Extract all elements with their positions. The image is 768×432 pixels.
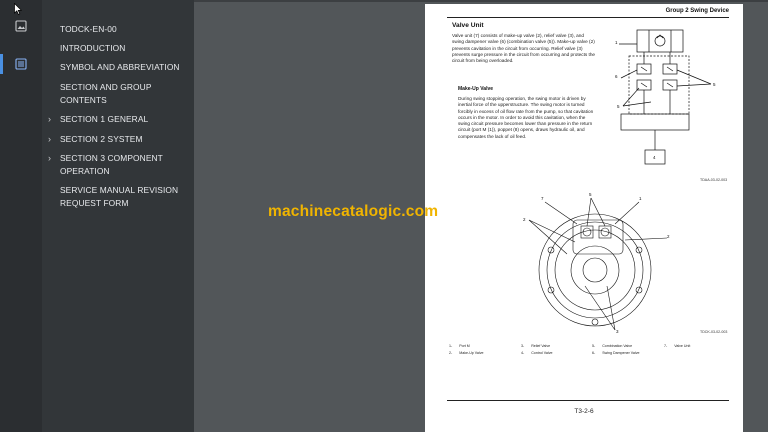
legend-item: 7- Valve Unit — [664, 344, 691, 348]
intro-paragraph: Valve unit (7) consists of make-up valve (2), relief valve (3), and swing dampener valve (6) (combination valve (5)). Make-up valve (2) prevents cavitation in the circuit from occurring. Relief valve (3) prevents surge pressure in the circuit from occurring and protects the circuit from being overloaded. — [452, 33, 596, 64]
legend-item: 5- Combination Valve — [592, 344, 633, 348]
outline-item-label: SERVICE MANUAL REVISION REQUEST FORM — [60, 185, 179, 208]
callout-1: 1 — [615, 40, 618, 45]
callout-5: 5 — [617, 104, 620, 109]
callout-2: 2 — [523, 217, 526, 222]
makeup-valve-paragraph: During swing stopping operation, the swing motor is driven by inertial force of the upperstructure. The swing motor is turned forcibly in excess of oil flow rate from the pump, so that cavitation occurs in the motor. In order to avoid this cavitation, when the swing circuit pressure becomes lower than pressure in the return circuit (port M (1)), poppet (8) opens, draws hydraulic oil, and compensates the lack of oil feed. — [458, 96, 594, 139]
legend-item: 6- Swing Dampener Valve — [592, 351, 640, 355]
left-icon-rail — [0, 0, 42, 432]
watermark-text: machinecatalogic.com — [268, 203, 439, 220]
legend-item: 4- Control Valve — [521, 351, 553, 355]
legend-item: 2- Make-Up Valve — [449, 351, 484, 355]
outline-item-label: TODCK-EN-00 — [60, 24, 117, 34]
legend-item: 3- Relief Valve — [521, 344, 551, 348]
section-title: Valve Unit — [452, 22, 484, 29]
outline-button[interactable] — [9, 52, 33, 76]
pdf-page — [425, 4, 743, 432]
outline-icon — [15, 58, 27, 70]
outline-item-service-manual-revision-request-form[interactable] — [60, 184, 192, 210]
page-number: T3-2-6 — [574, 408, 594, 415]
legend-item: 1- Port M — [449, 344, 470, 348]
callout-7: 7 — [541, 196, 544, 201]
outline-item-section-and-group-contents[interactable] — [60, 81, 192, 107]
outline-item-label: SECTION 3 COMPONENT OPERATION — [60, 153, 163, 176]
thumbnails-button[interactable] — [9, 14, 33, 38]
callout-4: 4 — [653, 155, 656, 160]
outline-item-label: INTRODUCTION — [60, 43, 126, 53]
outline-item-section-2-system[interactable] — [48, 133, 192, 146]
thumbnail-icon — [15, 20, 27, 32]
swing-motor-drawing — [515, 190, 675, 340]
outline-item-section-1-general[interactable] — [48, 113, 192, 126]
outline-item-symbol-and-abbreviation[interactable] — [60, 61, 192, 74]
callout-5: 5 — [713, 82, 716, 87]
outline-item-label: SECTION 1 GENERAL — [60, 114, 149, 124]
outline-item-introduction[interactable] — [60, 42, 192, 55]
callout-6: 6 — [615, 74, 618, 79]
outline-item-label: SYMBOL AND ABBREVIATION — [60, 62, 180, 72]
header-divider — [447, 17, 729, 18]
hydraulic-circuit-diagram — [611, 22, 723, 170]
outline-item-label: SECTION AND GROUP CONTENTS — [60, 82, 152, 105]
callout-3: 3 — [616, 329, 619, 334]
footer-divider — [447, 400, 729, 401]
callout-5: 5 — [589, 192, 592, 197]
outline-item-label: SECTION 2 SYSTEM — [60, 134, 143, 144]
chevron-right-icon[interactable]: › — [48, 153, 52, 163]
figure-code: TDAA-03-02-003 — [700, 178, 728, 182]
chevron-right-icon[interactable]: › — [48, 134, 52, 144]
page-header: Group 2 Swing Device — [665, 8, 729, 14]
figure-code: TDCK-03-02-003 — [700, 330, 728, 334]
callout-2: 2 — [667, 234, 670, 239]
chevron-right-icon[interactable]: › — [48, 114, 52, 124]
viewer-top-border — [194, 0, 768, 2]
callout-1: 1 — [639, 196, 642, 201]
outline-item-section-3-component-operation[interactable] — [48, 152, 192, 178]
document-outline-panel — [42, 0, 194, 432]
outline-item-doc-id[interactable] — [60, 23, 192, 36]
makeup-valve-heading: Make-Up Valve — [458, 86, 494, 92]
